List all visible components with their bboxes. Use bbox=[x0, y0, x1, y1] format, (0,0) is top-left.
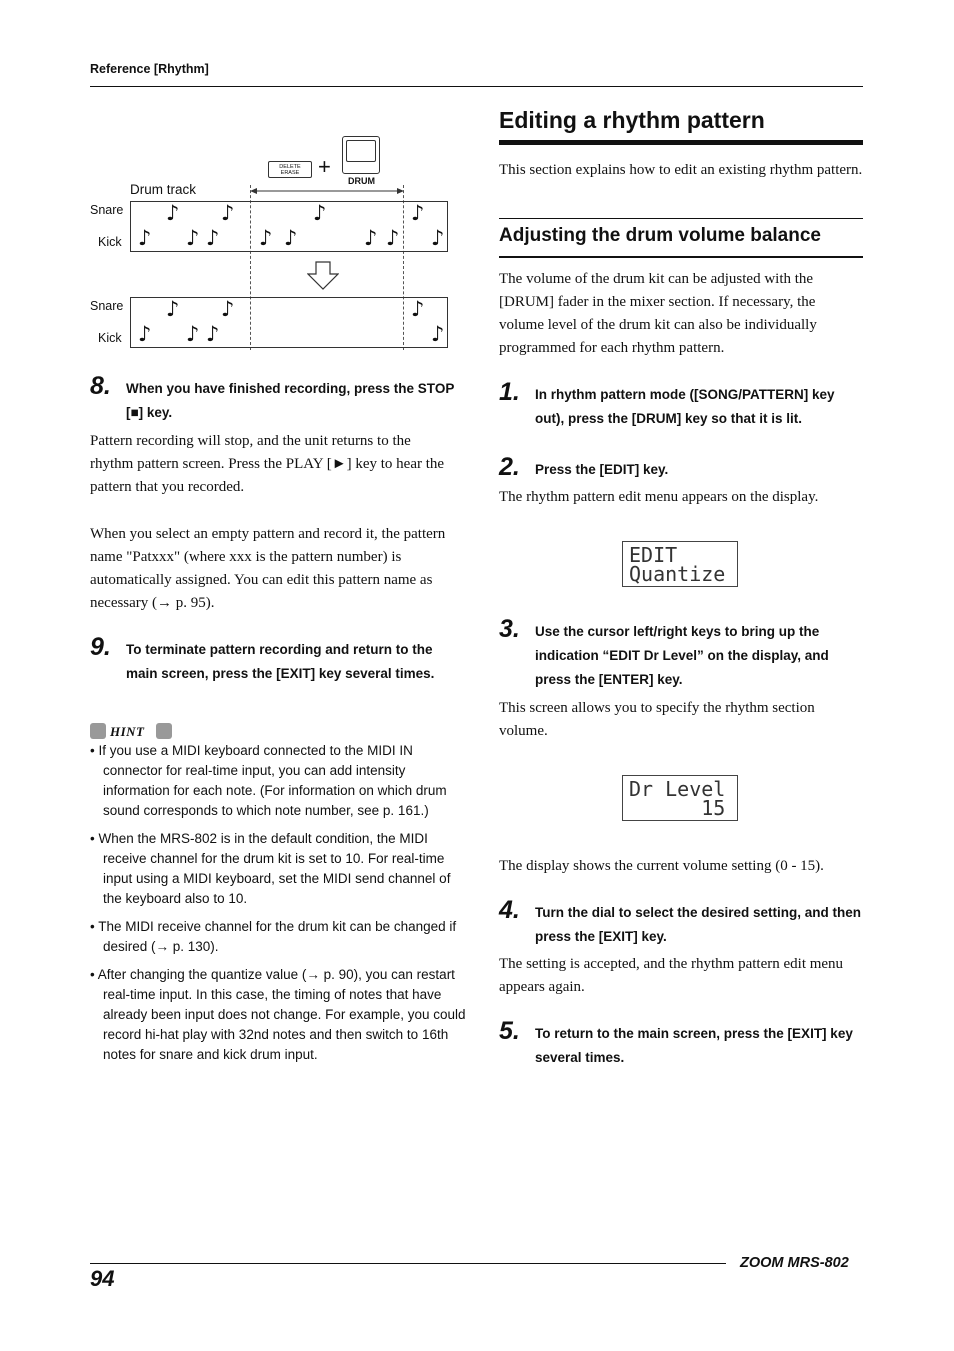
snare-note: ♪ bbox=[313, 201, 327, 225]
kick-note: ♪ bbox=[431, 322, 445, 346]
intro-text: This section explains how to edit an existing rhythm pattern. bbox=[499, 162, 863, 178]
kick-note: ♪ bbox=[138, 322, 152, 346]
hint-left-icon bbox=[90, 723, 106, 739]
snare-note: ♪ bbox=[166, 201, 180, 225]
kick-note: ♪ bbox=[364, 226, 378, 250]
lcd-line-1: EDIT bbox=[629, 543, 678, 567]
display-note: The display shows the current volume setting (0 - 15). bbox=[499, 858, 824, 874]
step-1-text: In rhythm pattern mode ([SONG/PATTERN] key out), press the [DRUM] key so that it is lit. bbox=[535, 387, 835, 426]
running-header: Reference [Rhythm] bbox=[90, 62, 209, 76]
hint-item: • When the MRS-802 is in the default condition, the MIDI receive channel for the drum kit is set to 10. For real-time input using a MIDI keyboard, set the MIDI send channel of the keyboard also to 10. bbox=[90, 831, 451, 906]
drum-key-label: DRUM bbox=[348, 176, 375, 186]
down-arrow-icon bbox=[307, 261, 339, 291]
row-label-kick: Kick bbox=[98, 235, 122, 249]
page-title: Editing a rhythm pattern bbox=[499, 107, 765, 133]
kick-note: ♪ bbox=[206, 226, 220, 250]
step-3-text: Use the cursor left/right keys to bring up the indication “EDIT Dr Level” on the display, and press the [ENTER] key. bbox=[535, 624, 829, 687]
kick-note: ♪ bbox=[259, 226, 273, 250]
row-label-snare: Snare bbox=[90, 299, 124, 313]
step-2-body: The rhythm pattern edit menu appears on the display. bbox=[499, 489, 819, 505]
step-8-text: When you have finished recording, press the STOP [■] key. bbox=[126, 381, 455, 420]
snare-note: ♪ bbox=[411, 297, 425, 321]
step-2-text: Press the [EDIT] key. bbox=[535, 462, 669, 477]
kick-note: ♪ bbox=[186, 226, 200, 250]
kick-note: ♪ bbox=[186, 322, 200, 346]
step-5-text: To return to the main screen, press the [EXIT] key several times. bbox=[535, 1026, 853, 1065]
step-4-text: Turn the dial to select the desired setting, and then press the [EXIT] key. bbox=[535, 905, 862, 944]
snare-note: ♪ bbox=[166, 297, 180, 321]
hint-right-icon bbox=[156, 723, 172, 739]
step-4-body: The setting is accepted, and the rhythm pattern edit menu appears again. bbox=[499, 956, 844, 995]
lcd-line-2: 15 bbox=[629, 796, 726, 820]
drum-track-diagram bbox=[86, 130, 456, 355]
paragraph: When you select an empty pattern and record it, the pattern name "Patxxx" (where xxx is the pattern number) is automatically assigned. You can edit this pattern name as necessary (→ p. 95). bbox=[90, 526, 446, 611]
step-1-number: 1. bbox=[499, 378, 520, 406]
hint-item: • The MIDI receive channel for the drum kit can be changed if desired (→ p. 130). bbox=[90, 919, 457, 954]
step-5-number: 5. bbox=[499, 1017, 520, 1045]
section-subtitle: Adjusting the drum volume balance bbox=[499, 225, 821, 246]
hint-title: HINT bbox=[110, 724, 145, 739]
snare-note: ♪ bbox=[221, 201, 235, 225]
subtitle-top-rule bbox=[499, 218, 863, 219]
step-9-text: To terminate pattern recording and return to the main screen, press the [EXIT] key several times. bbox=[126, 642, 435, 681]
snare-note: ♪ bbox=[411, 201, 425, 225]
header-rule bbox=[90, 86, 863, 87]
delete-erase-key: DELETE ERASE bbox=[268, 161, 312, 178]
drum-track-label: Drum track bbox=[130, 182, 197, 197]
drum-key bbox=[342, 136, 380, 174]
kick-note: ♪ bbox=[284, 226, 298, 250]
subtitle-bottom-rule bbox=[499, 256, 863, 258]
title-rule bbox=[499, 140, 863, 145]
step-9-number: 9. bbox=[90, 633, 111, 661]
plus-sign: + bbox=[318, 154, 331, 179]
footer-rule bbox=[90, 1263, 726, 1264]
row-label-kick: Kick bbox=[98, 331, 122, 345]
step-2-number: 2. bbox=[499, 453, 520, 481]
range-arrow bbox=[250, 186, 404, 196]
paragraph: The volume of the drum kit can be adjusted with the [DRUM] fader in the mixer section. If necessary, the volume level of the drum kit can also be individually programmed for each rhythm pattern. bbox=[499, 271, 817, 356]
hint-item: • If you use a MIDI keyboard connected to the MIDI IN connector for real-time input, you can add intensity information for each note. (For information on which drum sound corresponds to which note number, see p. 161.) bbox=[90, 743, 447, 818]
kick-note: ♪ bbox=[138, 226, 152, 250]
step-3-body: This screen allows you to specify the rhythm section volume. bbox=[499, 700, 815, 739]
paragraph: Pattern recording will stop, and the unit returns to the rhythm pattern screen. Press the PLAY [►] key to hear the pattern that you recorded. bbox=[90, 433, 445, 495]
kick-note: ♪ bbox=[206, 322, 220, 346]
lcd-line-1: Dr Level bbox=[629, 777, 726, 801]
lcd-line-2: Quantize bbox=[629, 562, 726, 586]
hint-item: • After changing the quantize value (→ p. 90), you can restart real-time input. In this case, the timing of notes that have already been input does not change. For example, you could record hi-hat play with 32nd notes and then switch to 16th notes for snare and kick drum input. bbox=[90, 967, 466, 1062]
step-4-number: 4. bbox=[499, 896, 520, 924]
kick-note: ♪ bbox=[386, 226, 400, 250]
lcd-display-edit bbox=[622, 541, 738, 587]
row-label-snare: Snare bbox=[90, 203, 124, 217]
step-3-number: 3. bbox=[499, 615, 520, 643]
kick-note: ♪ bbox=[431, 226, 445, 250]
product-name: ZOOM MRS-802 bbox=[740, 1255, 849, 1271]
page-number: 94 bbox=[90, 1266, 115, 1291]
lcd-display-dr-level bbox=[622, 775, 738, 821]
step-8-number: 8. bbox=[90, 372, 111, 400]
snare-note: ♪ bbox=[221, 297, 235, 321]
